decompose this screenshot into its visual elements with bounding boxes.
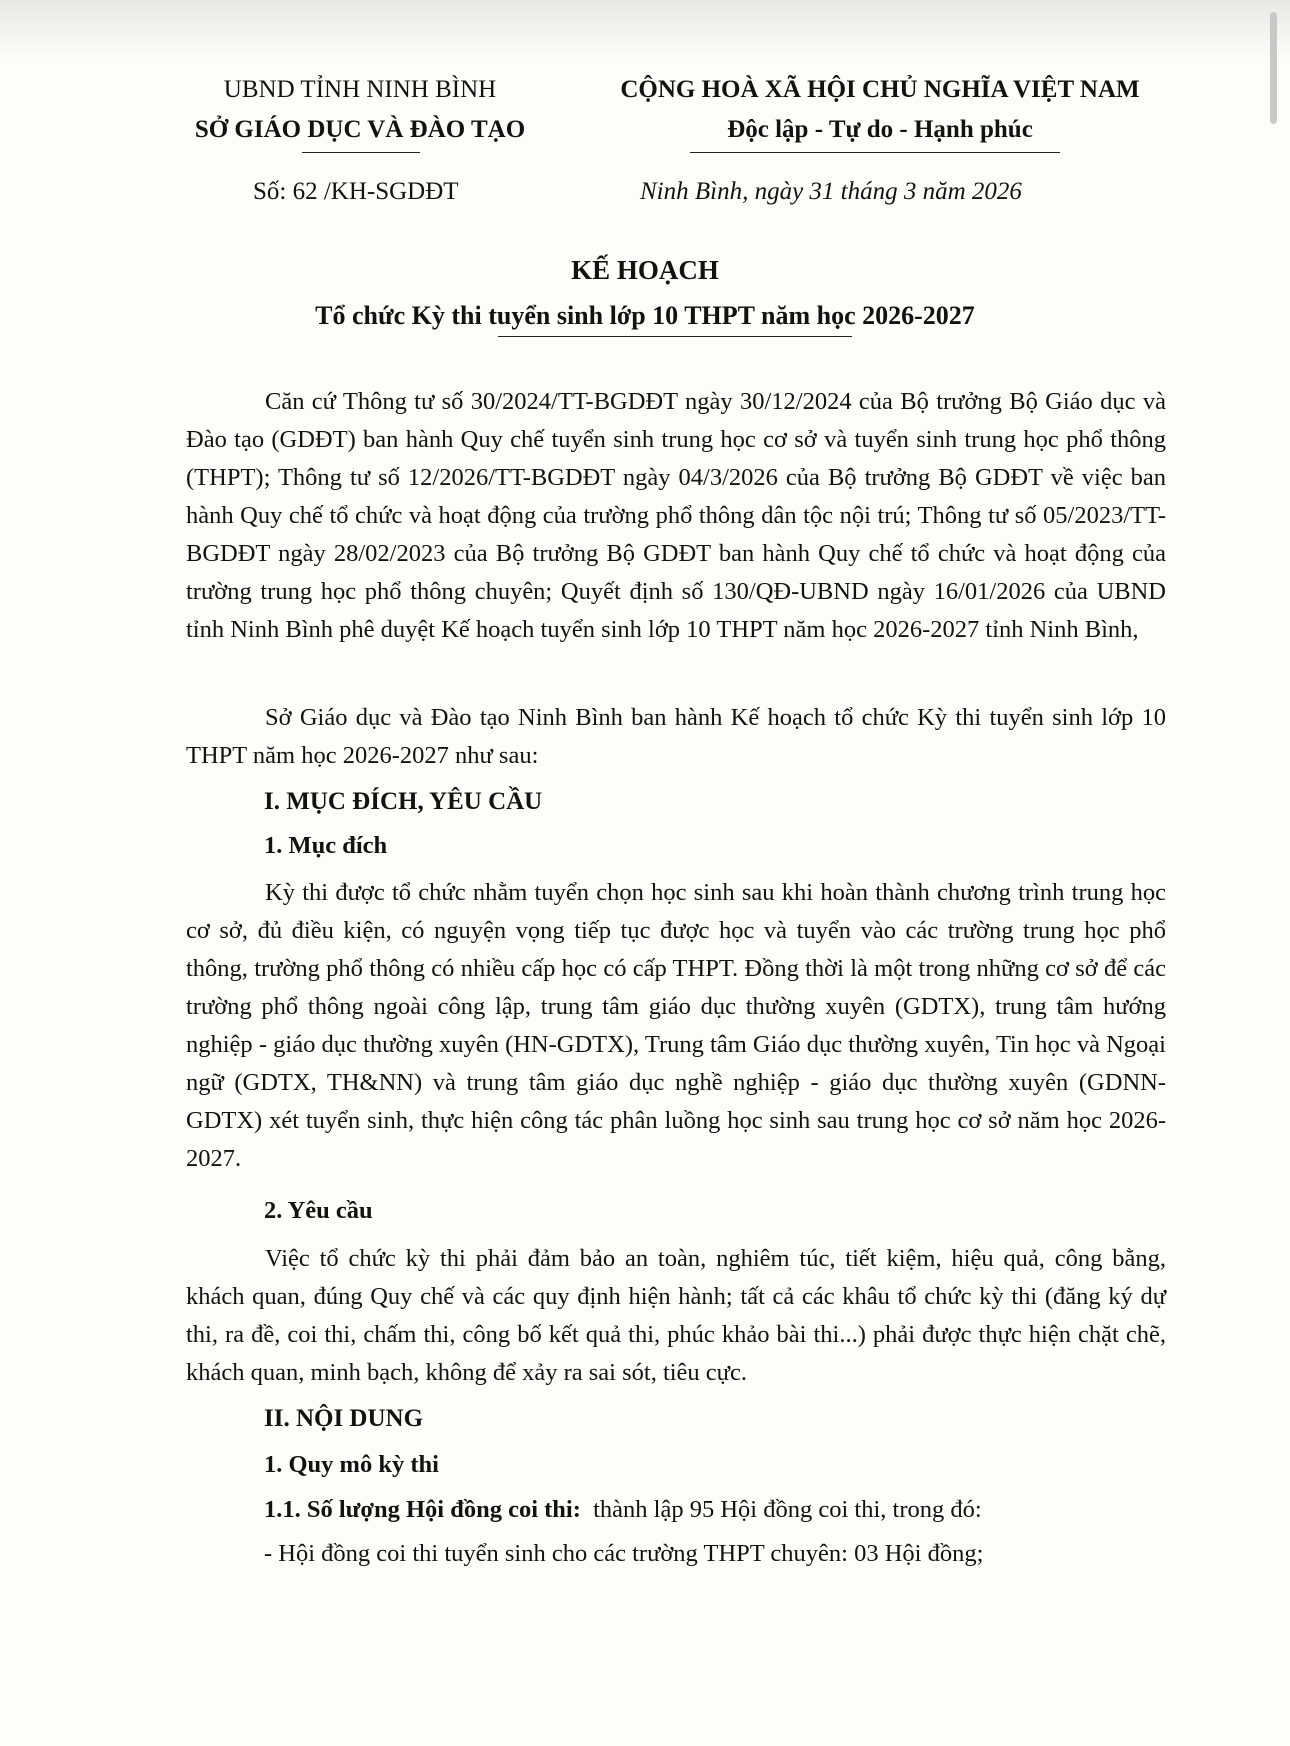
item-1-1 bbox=[264, 1496, 982, 1524]
item-1-1-text: thành lập 95 Hội đồng coi thi, trong đó: bbox=[593, 1496, 982, 1523]
intro-paragraph: Sở Giáo dục và Đào tạo Ninh Bình ban hành Kế hoạch tổ chức Kỳ thi tuyển sinh lớp 10 THPT năm học 2026-2027 như sau: bbox=[186, 704, 1166, 769]
requirement-paragraph: Việc tổ chức kỳ thi phải đảm bảo an toàn, nghiêm túc, tiết kiệm, hiệu quả, công bằng, khách quan, đúng Quy chế và các quy định hiện hành; tất cả các khâu tổ chức kỳ thi (đăng ký dự thi, ra đề, coi thi, chấm thi, công bố kết quả thi, phúc khảo bài thi...) phải được thực hiện chặt chẽ, khách quan, minh bạch, không để xảy ra sai sót, tiêu cực. bbox=[186, 1245, 1166, 1386]
document-number: Số: 62 /KH-SGDĐT bbox=[253, 178, 459, 205]
item-1-1-label: 1.1. Số lượng Hội đồng coi thi: bbox=[264, 1496, 581, 1523]
nation-line1: CỘNG HOÀ XÃ HỘI CHỦ NGHĨA VIỆT NAM bbox=[620, 76, 1140, 103]
top-shadow bbox=[0, 0, 1290, 60]
subsection-purpose-heading: 1. Mục đích bbox=[264, 832, 388, 859]
subsection-scale-heading: 1. Quy mô kỳ thi bbox=[264, 1451, 439, 1478]
subsection-requirement-heading: 2. Yêu cầu bbox=[264, 1197, 373, 1224]
nation-line2: Độc lập - Tự do - Hạnh phúc bbox=[727, 116, 1033, 143]
section-2-heading: II. NỘI DUNG bbox=[264, 1405, 424, 1432]
preamble-paragraph: Căn cứ Thông tư số 30/2024/TT-BGDĐT ngày 30/12/2024 của Bộ trưởng Bộ Giáo dục và Đào tạo (GDĐT) ban hành Quy chế tuyển sinh trung học cơ sở và tuyển sinh trung học phổ thông (THPT); Thông tư số 12/2026/TT-BGDĐT ngày 04/3/2026 của Bộ trưởng Bộ GDĐT về việc ban hành Quy chế tổ chức và hoạt động của trường phổ thông dân tộc nội trú; Thông tư số 05/2023/TT-BGDĐT ngày 28/02/2023 của Bộ trưởng Bộ GDĐT ban hành Quy chế tổ chức và hoạt động của trường trung học phổ thông chuyên; Quyết định số 130/QĐ-UBND ngày 16/01/2026 của UBND tỉnh Ninh Bình phê duyệt Kế hoạch tuyển sinh lớp 10 THPT năm học 2026-2027 tỉnh Ninh Bình, bbox=[186, 388, 1166, 643]
agency-underline bbox=[302, 152, 420, 153]
document-subtitle: Tổ chức Kỳ thi tuyển sinh lớp 10 THPT năm học 2026-2027 bbox=[315, 301, 975, 330]
bullet-specialized-schools: - Hội đồng coi thi tuyển sinh cho các trường THPT chuyên: 03 Hội đồng; bbox=[264, 1540, 984, 1567]
motto-underline bbox=[690, 152, 1060, 153]
place-date: Ninh Bình, ngày 31 tháng 3 năm 2026 bbox=[640, 178, 1022, 205]
section-1-heading: I. MỤC ĐÍCH, YÊU CẦU bbox=[264, 788, 543, 815]
agency-line1: UBND TỈNH NINH BÌNH bbox=[223, 76, 497, 103]
agency-line2: SỞ GIÁO DỤC VÀ ĐÀO TẠO bbox=[194, 116, 526, 143]
purpose-paragraph: Kỳ thi được tổ chức nhằm tuyển chọn học sinh sau khi hoàn thành chương trình trung học cơ sở, đủ điều kiện, có nguyện vọng tiếp tục được học và tuyển vào các trường trung học phổ thông, trường phổ thông có nhiều cấp học có cấp THPT. Đồng thời là một trong những cơ sở để các trường phổ thông ngoài công lập, trung tâm giáo dục thường xuyên (GDTX), trung tâm hướng nghiệp - giáo dục thường xuyên (HN-GDTX), Trung tâm Giáo dục thường xuyên, Tin học và Ngoại ngữ (GDTX, TH&NN) và trung tâm giáo dục nghề nghiệp - giáo dục thường xuyên (GDNN-GDTX) xét tuyển sinh, thực hiện công tác phân luồng học sinh sau trung học cơ sở năm học 2026-2027. bbox=[186, 879, 1166, 1172]
document-title: KẾ HOẠCH bbox=[571, 255, 719, 285]
scrollbar[interactable] bbox=[1270, 12, 1277, 124]
title-underline bbox=[498, 336, 852, 337]
